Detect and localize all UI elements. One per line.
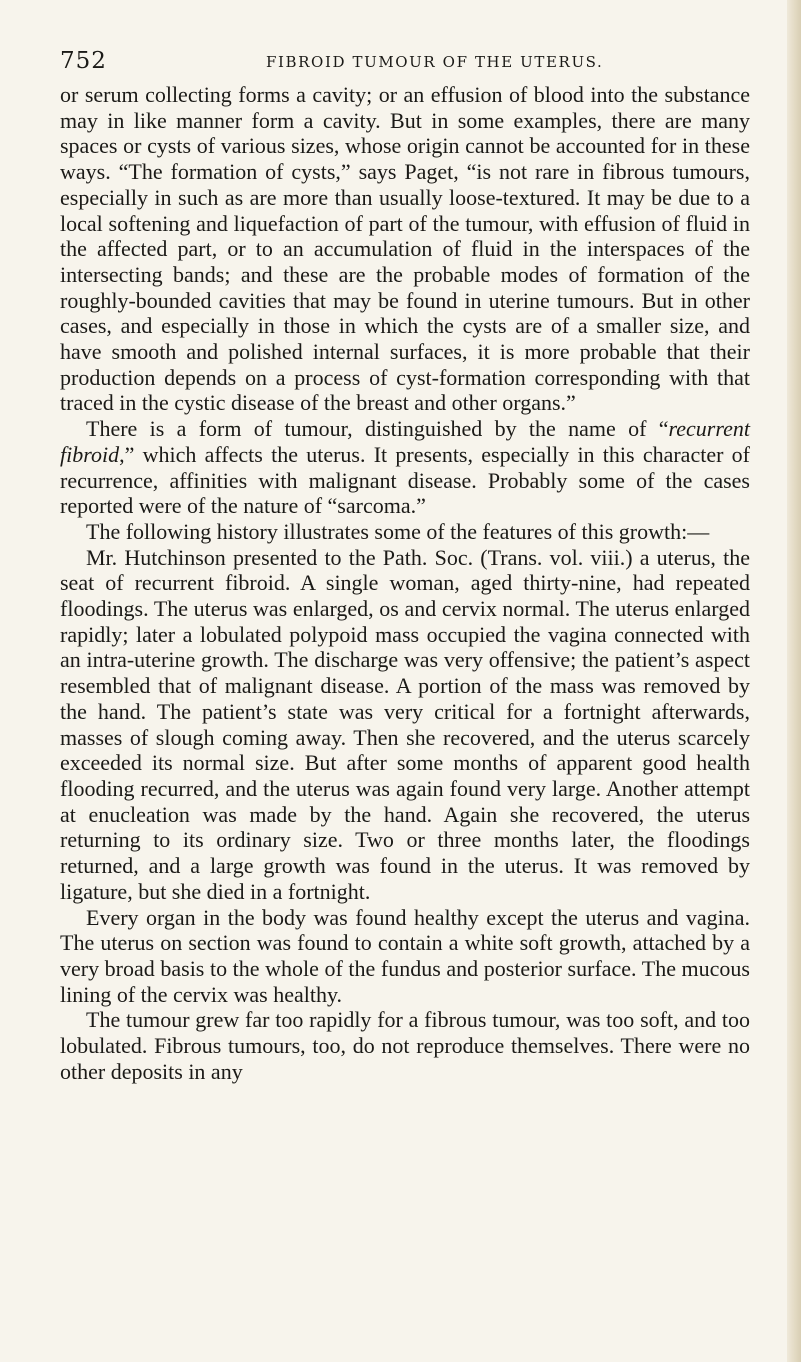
page-edge [787, 0, 801, 1362]
paragraph-recurrent-fibroid [60, 416, 750, 519]
page-number: 752 [60, 48, 107, 74]
paragraph-autopsy: Every organ in the body was found healthy except the uterus and vagina. The uterus on section was found to contain a white soft growth, attached by a very broad basis to the whole of the fundus and posterior surface. The mucous lining of the cervix was healthy. [60, 904, 750, 1007]
paragraph-cyst-formation: or serum collecting forms a cavity; or an effusion of blood into the substance may in like manner form a cavity. But in some examples, there are many spaces or cysts of various sizes, whose origin cannot be accounted for in these ways. “The formation of cysts,” says Paget, “is not rare in fibrous tumours, especially in such as are more than usually loose-textured. It may be due to a local softening and liquefaction of part of the tumour, with effusion of fluid in the affected part, or to an accumulation of fluid in the interspaces of the intersecting bands; and these are the probable modes of formation of the roughly-bounded cavities that may be found in uterine tumours. But in other cases, and especially in those in which the cysts are of a smaller size, and have smooth and polished internal surfaces, it is more probable that their production depends on a process of cyst-formation corresponding with that traced in the cystic disease of the breast and other organs.” [60, 82, 750, 416]
paragraph-following-history: The following history illustrates some of the features of this growth:— [86, 518, 710, 544]
page-header [60, 48, 750, 78]
paragraph-text-after: ,” which affects the uterus. It presents, especially in this character of recurrence, affinities with malignant disease. Probably some of the cases reported were of the nature of “sarcoma.” [60, 441, 750, 519]
paragraph-text-before: There is a form of tumour, distinguished by the name of “ [86, 416, 669, 442]
paragraph-hutchinson-case: Mr. Hutchinson presented to the Path. Soc. (Trans. vol. viii.) a uterus, the seat of recurrent fibroid. A single woman, aged thirty-nine, had repeated floodings. The uterus was enlarged, os and cervix normal. The uterus enlarged rapidly; later a lobulated polypoid mass occupied the vagina connected with an intra-uterine growth. The discharge was very offensive; the patient’s aspect resembled that of malignant disease. A portion of the mass was removed by the hand. The patient’s state was very critical for a fortnight afterwards, masses of slough coming away. Then she recovered, and the uterus scarcely exceeded its normal size. But after some months of apparent good health flooding recurred, and the uterus was again found very large. Another attempt at enucleation was made by the hand. Again she recovered, the uterus returning to its ordinary size. Two or three months later, the floodings returned, and a large growth was found in the uterus. It was removed by ligature, but she died in a fortnight. [60, 544, 750, 904]
body-text [60, 82, 750, 1084]
running-head: FIBROID TUMOUR OF THE UTERUS. [266, 53, 604, 71]
paragraph-tumour-growth: The tumour grew far too rapidly for a fibrous tumour, was too soft, and too lobulated. Fibrous tumours, too, do not reproduce themselves. There were no other deposits in any [60, 1007, 750, 1084]
emphasis-recurrent-fibroid: recurrent fibroid [60, 416, 750, 467]
